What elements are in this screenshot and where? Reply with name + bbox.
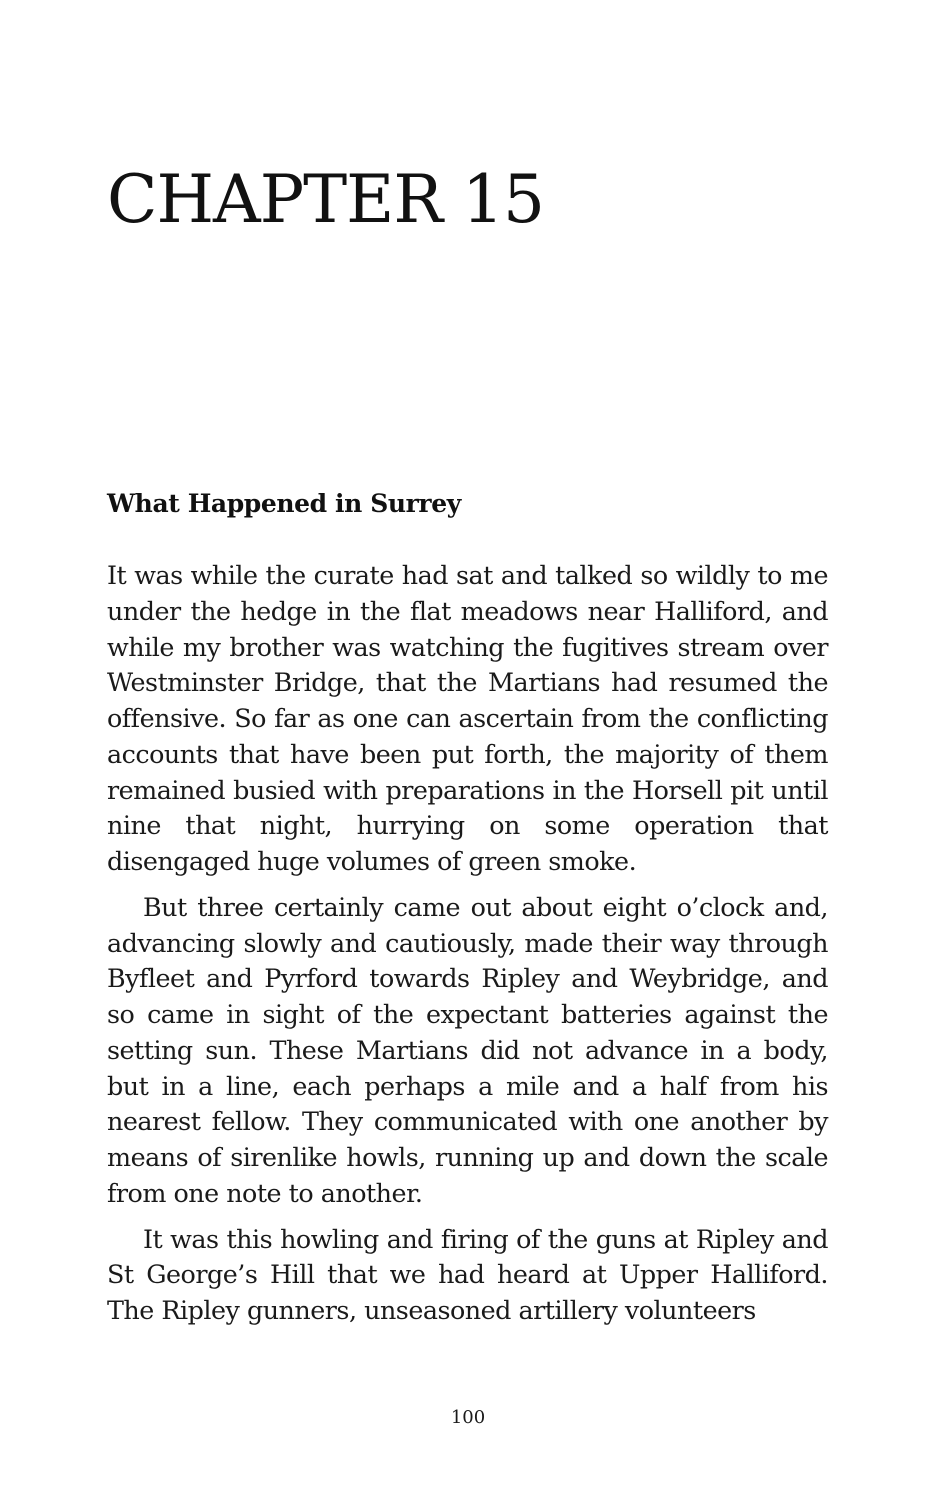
page-number: 100 bbox=[450, 1407, 486, 1428]
paragraph-3: It was this howling and firing of the guns at Ripley and St George’s Hill that we had heard at Upper Halliford. The Ripley gunners, unseasoned artillery volunteers bbox=[107, 1223, 828, 1325]
paragraph-2: But three certainly came out about eight o’clock and, advancing slowly and cautiously, made their way through Byfleet and Pyrford towards Ripley and Weybridge, and so came in sight of the expectant batteries against the setting sun. These Martians did not advance in a body, but in a line, each perhaps a mile and a half from his nearest fellow. They communicated with one another by means of sirenlike howls, running up and down the scale from one note to another. bbox=[107, 891, 828, 1208]
section-heading: What Happened in Surrey bbox=[107, 489, 461, 518]
body-text bbox=[107, 558, 828, 1339]
chapter-title: CHAPTER 15 bbox=[107, 161, 544, 238]
paragraph-1: It was while the curate had sat and talked so wildly to me under the hedge in the flat meadows near Halliford, and while my brother was watching the fugitives stream over Westminster Bridge, that the Martians had resumed the offensive. So far as one can ascertain from the conflicting accounts that have been put forth, the majority of them remained busied with preparations in the Horsell pit until nine that night, hurrying on some operation that disengaged huge volumes of green smoke. bbox=[107, 560, 828, 876]
